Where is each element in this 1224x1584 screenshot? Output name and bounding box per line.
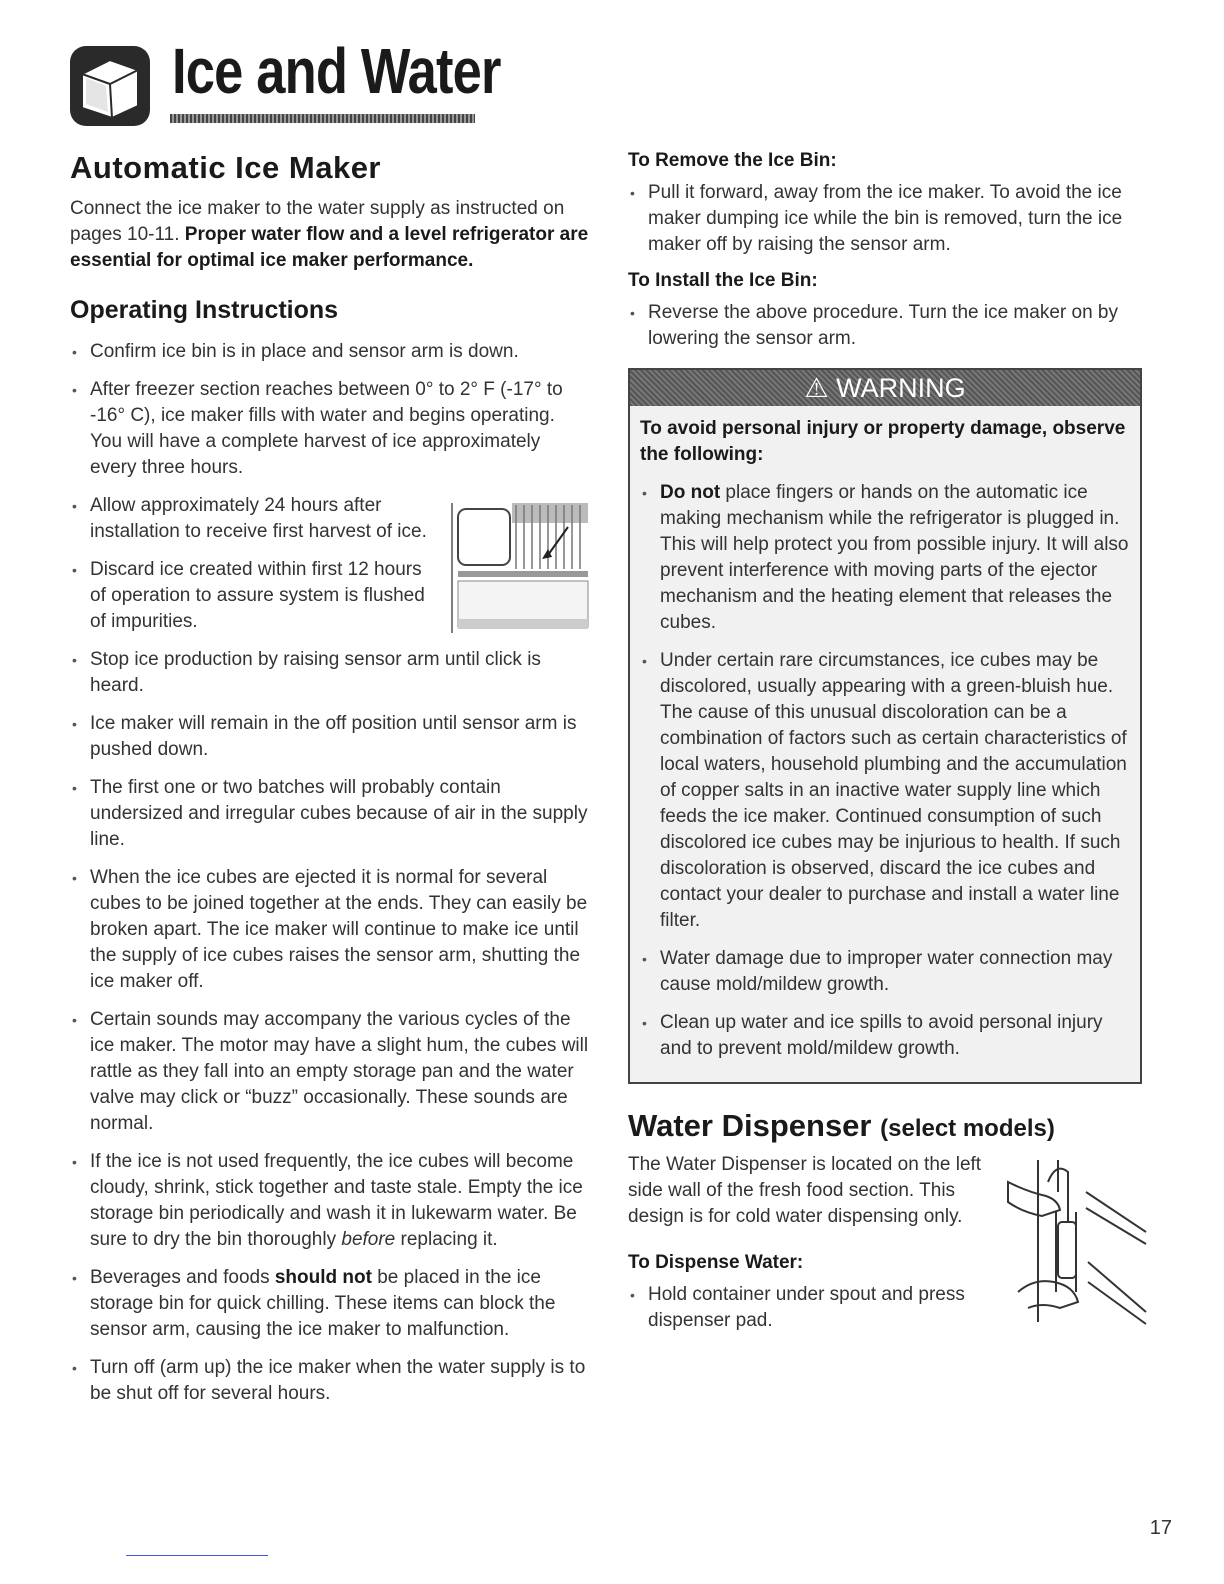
- intro-bold: Proper water flow and a level refrigerator are essential for optimal ice maker performance.: [70, 224, 589, 271]
- list-item: • Stop ice production by raising sensor arm until click is heard.: [70, 647, 590, 699]
- warning-list: [640, 480, 1130, 1062]
- list-item: • Pull it forward, away from the ice maker. To avoid the ice maker dumping ice while the bin is removed, turn the ice maker off by raising the sensor arm.: [628, 180, 1148, 258]
- section-title-ice-maker: Automatic Ice Maker: [70, 150, 381, 185]
- list-item: • Water damage due to improper water connection may cause mold/mildew growth.: [640, 946, 1130, 998]
- list-item: • Reverse the above procedure. Turn the ice maker on by lowering the sensor arm.: [628, 300, 1148, 352]
- list-item: • Certain sounds may accompany the various cycles of the ice maker. The motor may have a slight hum, the cubes will rattle as they fall into an empty storage pan and the water valve may click or “buzz” occasionally. These sounds are normal.: [70, 1007, 590, 1137]
- page-title: Ice and Water: [172, 35, 501, 107]
- list-item: • Clean up water and ice spills to avoid personal injury and to prevent mold/mildew growth.: [640, 1010, 1130, 1062]
- warning-box: [628, 368, 1142, 1084]
- ice-cube-icon: [68, 44, 152, 128]
- dispense-water-title: To Dispense Water:: [628, 1252, 804, 1273]
- water-dispenser-text: The Water Dispenser is located on the left side wall of the fresh food section. This design is for cold water dispensing only.: [628, 1154, 982, 1227]
- list-item: • When the ice cubes are ejected it is normal for several cubes to be joined together at the ends. They can easily be broken apart. The ice maker will continue to make ice until the supply of ice cubes raises the sensor arm, shutting the ice maker off.: [70, 865, 590, 995]
- warning-intro: To avoid personal injury or property damage, observe the following:: [640, 418, 1126, 465]
- section-title-water-dispenser: Water Dispenser (select models): [628, 1108, 1055, 1143]
- list-item: • Allow approximately 24 hours after installation to receive first harvest of ice.: [70, 493, 590, 545]
- right-column: [628, 150, 1148, 1346]
- list-item: • Ice maker will remain in the off position until sensor arm is pushed down.: [70, 711, 590, 763]
- ice-maker-intro: [70, 196, 590, 274]
- section-title-operating: Operating Instructions: [70, 296, 339, 324]
- warning-heading: ⚠ WARNING: [630, 370, 1140, 406]
- list-item: • After freezer section reaches between 0° to 2° F (-17° to -16° C), ice maker fills with water and begins operating. You will have a complete harvest of ice approximately every three hours.: [70, 377, 590, 481]
- list-item: • The first one or two batches will probably contain undersized and irregular cubes because of air in the supply line.: [70, 775, 590, 853]
- list-item: • Beverages and foods should not be placed in the ice storage bin for quick chilling. These items can block the sensor arm, causing the ice maker to malfunction.: [70, 1265, 590, 1343]
- list-item: • Turn off (arm up) the ice maker when the water supply is to be shut off for several hours.: [70, 1355, 590, 1407]
- list-item: • Confirm ice bin is in place and sensor arm is down.: [70, 339, 590, 365]
- warning-body: [630, 406, 1140, 1082]
- operating-list: [70, 339, 590, 1407]
- list-item: • If the ice is not used frequently, the ice cubes will become cloudy, shrink, stick together and taste stale. Empty the ice storage bin periodically and wash it in lukewarm water. Be sure to dry the bin thoroughly before replacing it.: [70, 1149, 590, 1253]
- list-item: • Discard ice created within first 12 hours of operation to assure system is flushed of impurities.: [70, 557, 590, 635]
- install-bin-title: To Install the Ice Bin:: [628, 270, 818, 291]
- remove-bin-title: To Remove the Ice Bin:: [628, 150, 837, 171]
- list-item: • Hold container under spout and press dispenser pad.: [628, 1282, 1148, 1334]
- intro-text: Connect the ice maker to the water supply as instructed on pages 10-11.: [70, 198, 565, 245]
- list-item: • Do not place fingers or hands on the automatic ice making mechanism while the refrigerator is plugged in. This will help protect you from possible injury. It will also prevent interference with moving parts of the ejector mechanism and the heating element that releases the cubes.: [640, 480, 1130, 636]
- title-underline: [170, 114, 475, 123]
- left-column: [70, 150, 590, 1419]
- page-number: 17: [1149, 1517, 1172, 1539]
- list-item: • Under certain rare circumstances, ice cubes may be discolored, usually appearing with a green-bluish hue. The cause of this unusual discoloration can be a combination of factors such as certain characteristics of local waters, household plumbing and the accumulation of copper salts in an inactive water supply line which feeds the ice maker. Continued consumption of such discolored ice cubes may be injurious to health. If such discoloration is observed, discard the ice cubes and contact your dealer to purchase and install a water line filter.: [640, 648, 1130, 934]
- footer-rule: [126, 1555, 268, 1556]
